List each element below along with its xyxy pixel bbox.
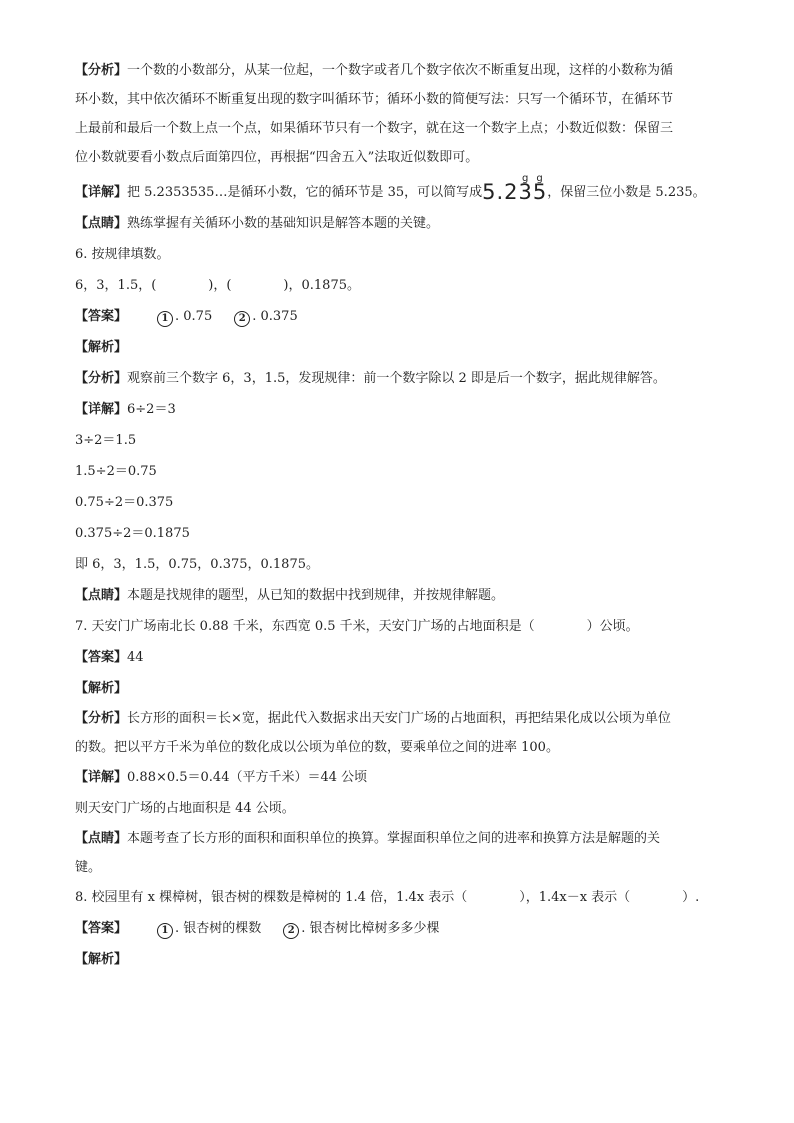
- repeating-decimal: 5.2g 3g 5: [482, 172, 547, 212]
- q5-analysis: [75, 56, 725, 172]
- q6-detail-line: 0.75÷2＝0.375: [75, 495, 174, 510]
- analysis-line: 一个数的小数部分，从某一位起，一个数字或者几个数字依次不断重复出现，这样的小数称为循: [127, 63, 674, 78]
- circled-number: 2: [234, 311, 250, 327]
- q6-parse-tag: 【解析】: [75, 340, 128, 355]
- q7-detail-line: 则天安门广场的占地面积是 44 公顷。: [75, 801, 295, 816]
- detail-tag: 【详解】: [75, 185, 128, 200]
- q5-detail: [75, 172, 725, 208]
- q6-detail-line: 0.375÷2＝0.1875: [75, 526, 190, 541]
- q8-answer: 【答案】 1 . 银杏树的棵数 2 . 银杏树比樟树多多少棵: [75, 913, 725, 944]
- q7-analysis: 【分析】长方形的面积＝长×宽，据此代入数据求出天安门广场的占地面积，再把结果化成以公顷为单位 的数。把以平方千米为单位的数化成以公顷为单位的数，要乘单位之间的进率 100。: [75, 711, 671, 755]
- q7-title: 7. 天安门广场南北长 0.88 千米，东西宽 0.5 千米，天安门广场的占地面积是（ ）公顷。: [75, 619, 639, 634]
- analysis-line: 上最前和最后一个数上点一个点，如果循环节只有一个数字，就在这一个数字上点；小数近似数：保留三: [75, 121, 674, 136]
- q7-tip: 【点睛】本题考查了长方形的面积和面积单位的换算。掌握面积单位之间的进率和换算方法是解题的关 键。: [75, 831, 661, 875]
- q7-parse-tag: 【解析】: [75, 681, 128, 696]
- q6-detail-line: 1.5÷2＝0.75: [75, 464, 157, 479]
- q6-tip: 【点睛】本题是找规律的题型，从已知的数据中找到规律，并按规律解题。: [75, 588, 505, 603]
- analysis-line: 环小数，其中依次循环不断重复出现的数字叫循环节；循环小数的简便写法：只写一个循环节，在循环节: [75, 92, 674, 107]
- q6-detail: 【详解】6÷2＝3: [75, 402, 176, 417]
- repeat-dot-end: g 5: [533, 172, 547, 212]
- analysis-line: 位小数就要看小数点后面第四位，再根据“四舍五入”法取近似数即可。: [75, 150, 479, 165]
- circled-number: 1: [157, 311, 173, 327]
- repeat-dot-start: g 3: [519, 172, 533, 212]
- q5-tip: 【点睛】熟练掌握有关循环小数的基础知识是解答本题的关键。: [75, 216, 440, 231]
- q8-parse-tag: 【解析】: [75, 952, 128, 967]
- detail-text-after: ，保留三位小数是 5.235。: [547, 185, 706, 200]
- q6-detail-line: 3÷2＝1.5: [75, 433, 137, 448]
- q7-detail: 【详解】0.88×0.5＝0.44（平方千米）＝44 公顷: [75, 770, 368, 785]
- circled-number: 1: [157, 923, 173, 939]
- detail-text: 把 5.2353535…是循环小数，它的循环节是 35，可以简写成: [127, 185, 483, 200]
- q6-title: 6. 按规律填数。: [75, 247, 170, 262]
- document-body: [75, 56, 725, 975]
- analysis-tag: 【分析】: [75, 63, 128, 78]
- q7-answer: 【答案】44: [75, 650, 144, 665]
- q8-title: 8. 校园里有 x 棵樟树，银杏树的棵数是樟树的 1.4 倍，1.4x 表示（ ），1.4x－x 表示（ ）.: [75, 890, 700, 905]
- circled-number: 2: [283, 923, 299, 939]
- q6-analysis: 【分析】观察前三个数字 6，3，1.5，发现规律：前一个数字除以 2 即是后一个数字，据此规律解答。: [75, 371, 666, 386]
- q6-answer: 【答案】 1 . 0.75 2 . 0.375: [75, 301, 725, 332]
- q6-question: 6，3，1.5，( )，( )，0.1875。: [75, 278, 360, 293]
- q6-detail-line: 即 6，3，1.5，0.75，0.375，0.1875。: [75, 557, 319, 572]
